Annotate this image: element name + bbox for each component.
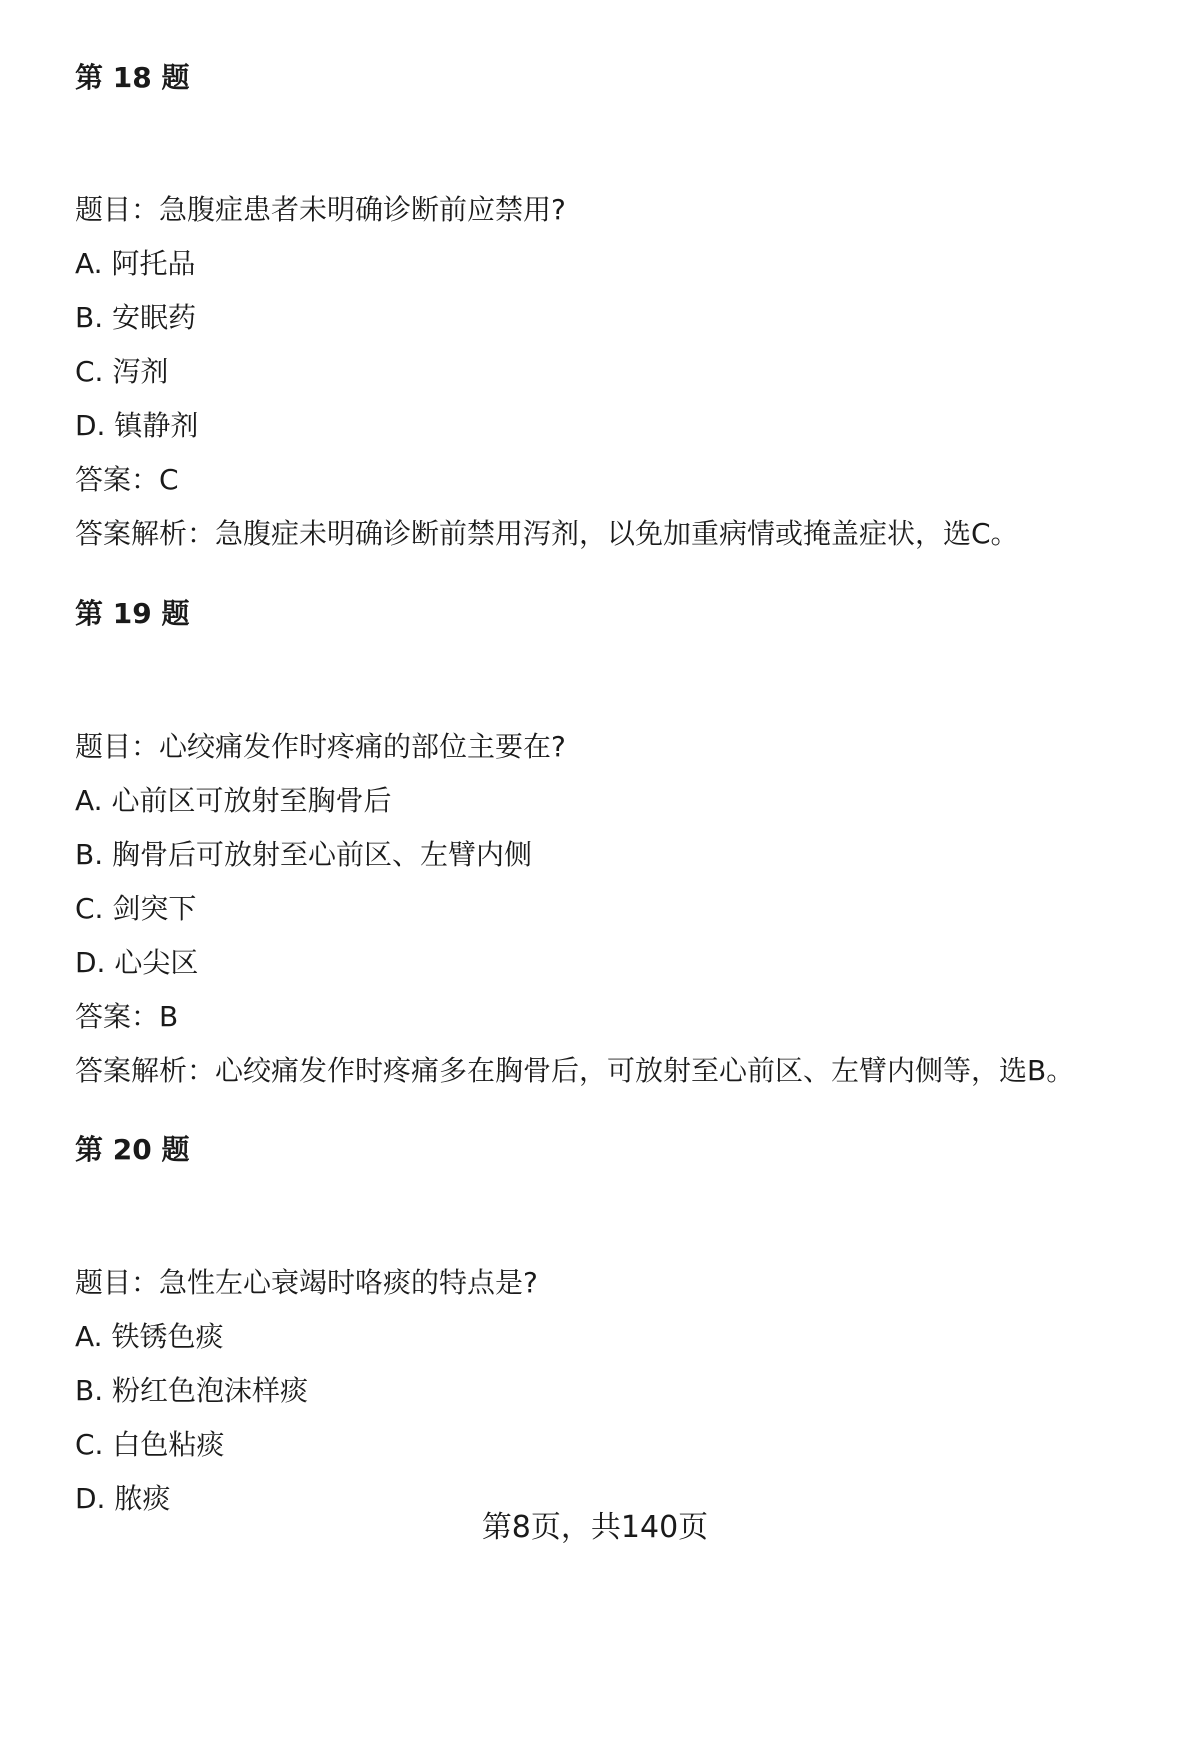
question-19-stem: 题目：心绞痛发作时疼痛的部位主要在?: [75, 730, 566, 763]
question-19-option-b: B. 胸骨后可放射至心前区、左臂内侧: [75, 838, 533, 871]
question-18-answer: 答案：C: [75, 463, 179, 496]
question-19-option-a: A. 心前区可放射至胸骨后: [75, 784, 392, 817]
question-20-option-a: A. 铁锈色痰: [75, 1320, 224, 1353]
question-19-option-c: C. 剑突下: [75, 892, 197, 925]
question-18-analysis: 答案解析：急腹症未明确诊断前禁用泻剂，以免加重病情或掩盖症状，选C。: [75, 517, 1019, 550]
question-18-option-a: A. 阿托品: [75, 247, 196, 280]
question-19-option-d: D. 心尖区: [75, 946, 199, 979]
question-18-option-d: D. 镇静剂: [75, 409, 199, 442]
page-number: 第8页，共140页: [481, 1510, 709, 1545]
question-18-option-b: B. 安眠药: [75, 301, 197, 334]
question-20-option-c: C. 白色粘痰: [75, 1428, 225, 1461]
question-18-stem: 题目：急腹症患者未明确诊断前应禁用?: [75, 193, 566, 226]
question-19-heading: 第 19 题: [75, 597, 190, 630]
question-20-heading: 第 20 题: [75, 1133, 190, 1166]
question-18-option-c: C. 泻剂: [75, 355, 169, 388]
question-19-analysis: 答案解析：心绞痛发作时疼痛多在胸骨后，可放射至心前区、左臂内侧等，选B。: [75, 1054, 1075, 1087]
question-18-heading: 第 18 题: [75, 61, 190, 94]
question-20-option-b: B. 粉红色泡沫样痰: [75, 1374, 309, 1407]
question-20-option-d: D. 脓痰: [75, 1482, 171, 1515]
question-20-stem: 题目：急性左心衰竭时咯痰的特点是?: [75, 1266, 538, 1299]
question-19-answer: 答案：B: [75, 1000, 179, 1033]
